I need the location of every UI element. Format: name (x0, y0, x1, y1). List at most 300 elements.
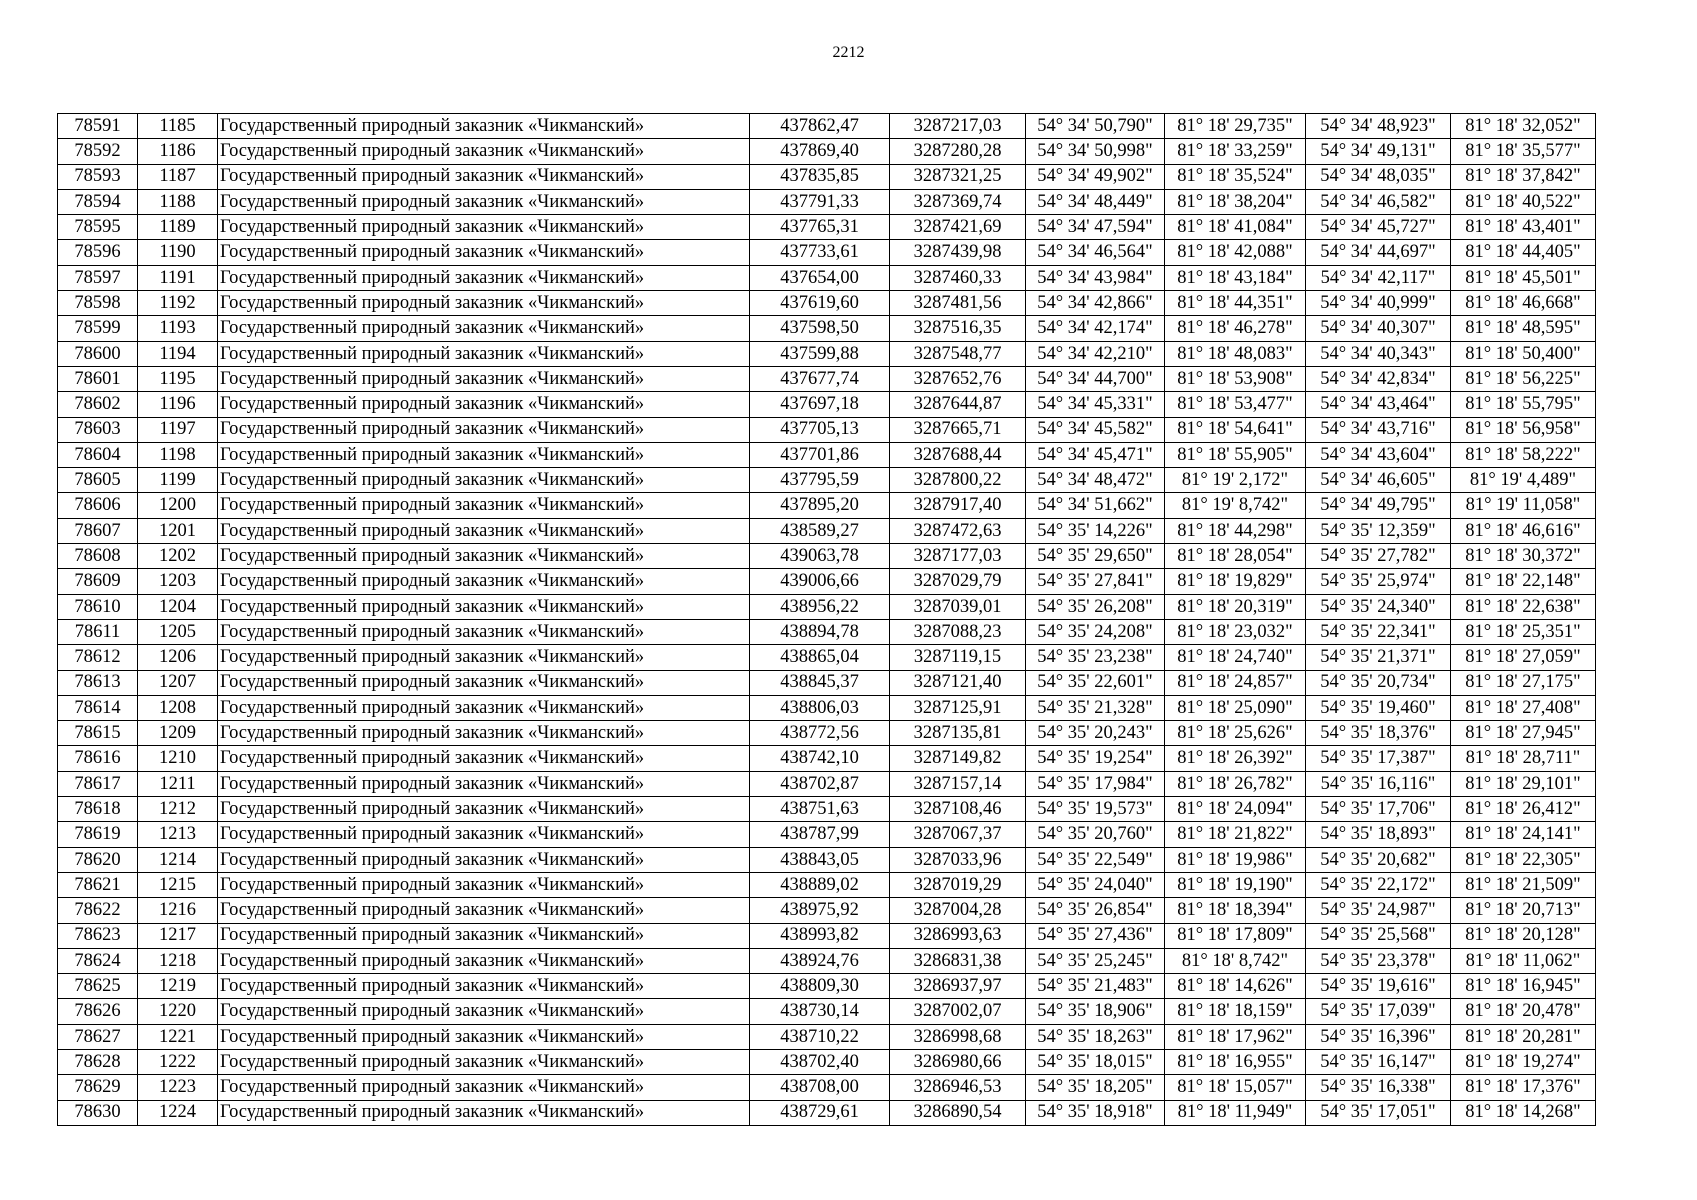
latitude-1-cell: 54° 35' 18,918" (1026, 1100, 1165, 1125)
name-cell: Государственный природный заказник «Чикманский» (218, 189, 750, 214)
latitude-1-cell: 54° 34' 45,331" (1026, 392, 1165, 417)
longitude-2-cell: 81° 19' 11,058" (1451, 493, 1596, 518)
latitude-2-cell: 54° 34' 49,131" (1306, 139, 1451, 164)
table-row (58, 974, 1596, 999)
name-cell: Государственный природный заказник «Чикманский» (218, 746, 750, 771)
name-cell: Государственный природный заказник «Чикманский» (218, 417, 750, 442)
latitude-2-cell: 54° 35' 20,734" (1306, 670, 1451, 695)
table-row (58, 265, 1596, 290)
latitude-1-cell: 54° 35' 20,243" (1026, 721, 1165, 746)
longitude-1-cell: 81° 18' 17,809" (1165, 923, 1306, 948)
longitude-2-cell: 81° 18' 20,281" (1451, 1024, 1596, 1049)
table-row (58, 923, 1596, 948)
point-number-cell: 1222 (138, 1049, 218, 1074)
page-number: 2212 (832, 44, 865, 61)
x-coordinate-cell: 438787,99 (750, 822, 890, 847)
point-number-cell: 1220 (138, 999, 218, 1024)
longitude-1-cell: 81° 18' 11,949" (1165, 1100, 1306, 1125)
table-row (58, 291, 1596, 316)
point-number-cell: 1185 (138, 114, 218, 139)
point-number-cell: 1187 (138, 164, 218, 189)
record-number-cell: 78611 (58, 619, 138, 644)
latitude-1-cell: 54° 35' 18,015" (1026, 1049, 1165, 1074)
latitude-2-cell: 54° 35' 20,682" (1306, 847, 1451, 872)
longitude-1-cell: 81° 18' 18,159" (1165, 999, 1306, 1024)
longitude-1-cell: 81° 19' 2,172" (1165, 468, 1306, 493)
point-number-cell: 1213 (138, 822, 218, 847)
record-number-cell: 78598 (58, 291, 138, 316)
name-cell: Государственный природный заказник «Чикманский» (218, 1100, 750, 1125)
longitude-2-cell: 81° 18' 24,141" (1451, 822, 1596, 847)
longitude-2-cell: 81° 18' 45,501" (1451, 265, 1596, 290)
longitude-1-cell: 81° 18' 14,626" (1165, 974, 1306, 999)
latitude-2-cell: 54° 34' 43,716" (1306, 417, 1451, 442)
longitude-1-cell: 81° 18' 55,905" (1165, 442, 1306, 467)
x-coordinate-cell: 438708,00 (750, 1075, 890, 1100)
x-coordinate-cell: 437791,33 (750, 189, 890, 214)
latitude-1-cell: 54° 35' 20,760" (1026, 822, 1165, 847)
longitude-2-cell: 81° 18' 50,400" (1451, 341, 1596, 366)
latitude-1-cell: 54° 35' 18,205" (1026, 1075, 1165, 1100)
y-coordinate-cell: 3287004,28 (890, 898, 1026, 923)
name-cell: Государственный природный заказник «Чикманский» (218, 240, 750, 265)
name-cell: Государственный природный заказник «Чикманский» (218, 1075, 750, 1100)
latitude-1-cell: 54° 35' 24,040" (1026, 872, 1165, 897)
x-coordinate-cell: 438751,63 (750, 797, 890, 822)
y-coordinate-cell: 3287125,91 (890, 695, 1026, 720)
y-coordinate-cell: 3287644,87 (890, 392, 1026, 417)
name-cell: Государственный природный заказник «Чикманский» (218, 999, 750, 1024)
y-coordinate-cell: 3286890,54 (890, 1100, 1026, 1125)
table-row (58, 1100, 1596, 1125)
y-coordinate-cell: 3286998,68 (890, 1024, 1026, 1049)
longitude-1-cell: 81° 18' 16,955" (1165, 1049, 1306, 1074)
point-number-cell: 1188 (138, 189, 218, 214)
longitude-2-cell: 81° 18' 27,945" (1451, 721, 1596, 746)
table-row (58, 948, 1596, 973)
latitude-1-cell: 54° 34' 48,472" (1026, 468, 1165, 493)
latitude-1-cell: 54° 34' 44,700" (1026, 366, 1165, 391)
record-number-cell: 78604 (58, 442, 138, 467)
longitude-1-cell: 81° 18' 29,735" (1165, 114, 1306, 139)
longitude-2-cell: 81° 18' 27,059" (1451, 645, 1596, 670)
name-cell: Государственный природный заказник «Чикманский» (218, 442, 750, 467)
point-number-cell: 1204 (138, 594, 218, 619)
longitude-1-cell: 81° 18' 54,641" (1165, 417, 1306, 442)
latitude-1-cell: 54° 34' 47,594" (1026, 215, 1165, 240)
latitude-2-cell: 54° 35' 17,051" (1306, 1100, 1451, 1125)
record-number-cell: 78597 (58, 265, 138, 290)
longitude-2-cell: 81° 18' 27,175" (1451, 670, 1596, 695)
longitude-2-cell: 81° 18' 30,372" (1451, 544, 1596, 569)
record-number-cell: 78630 (58, 1100, 138, 1125)
latitude-1-cell: 54° 34' 50,790" (1026, 114, 1165, 139)
name-cell: Государственный природный заказник «Чикманский» (218, 822, 750, 847)
latitude-2-cell: 54° 34' 43,604" (1306, 442, 1451, 467)
y-coordinate-cell: 3287019,29 (890, 872, 1026, 897)
y-coordinate-cell: 3287481,56 (890, 291, 1026, 316)
longitude-1-cell: 81° 18' 26,392" (1165, 746, 1306, 771)
name-cell: Государственный природный заказник «Чикманский» (218, 645, 750, 670)
y-coordinate-cell: 3287149,82 (890, 746, 1026, 771)
latitude-1-cell: 54° 34' 42,174" (1026, 316, 1165, 341)
point-number-cell: 1214 (138, 847, 218, 872)
x-coordinate-cell: 438956,22 (750, 594, 890, 619)
table-row (58, 999, 1596, 1024)
record-number-cell: 78594 (58, 189, 138, 214)
record-number-cell: 78595 (58, 215, 138, 240)
longitude-2-cell: 81° 18' 43,401" (1451, 215, 1596, 240)
name-cell: Государственный природный заказник «Чикманский» (218, 493, 750, 518)
table-row (58, 721, 1596, 746)
y-coordinate-cell: 3286946,53 (890, 1075, 1026, 1100)
point-number-cell: 1215 (138, 872, 218, 897)
longitude-1-cell: 81° 18' 44,351" (1165, 291, 1306, 316)
y-coordinate-cell: 3287029,79 (890, 569, 1026, 594)
point-number-cell: 1218 (138, 948, 218, 973)
longitude-2-cell: 81° 18' 19,274" (1451, 1049, 1596, 1074)
point-number-cell: 1193 (138, 316, 218, 341)
name-cell: Государственный природный заказник «Чикманский» (218, 366, 750, 391)
x-coordinate-cell: 437869,40 (750, 139, 890, 164)
record-number-cell: 78592 (58, 139, 138, 164)
point-number-cell: 1192 (138, 291, 218, 316)
name-cell: Государственный природный заказник «Чикманский» (218, 594, 750, 619)
longitude-2-cell: 81° 18' 22,148" (1451, 569, 1596, 594)
latitude-2-cell: 54° 35' 17,039" (1306, 999, 1451, 1024)
y-coordinate-cell: 3286993,63 (890, 923, 1026, 948)
record-number-cell: 78618 (58, 797, 138, 822)
table-row (58, 341, 1596, 366)
name-cell: Государственный природный заказник «Чикманский» (218, 872, 750, 897)
x-coordinate-cell: 438889,02 (750, 872, 890, 897)
table-row (58, 316, 1596, 341)
record-number-cell: 78603 (58, 417, 138, 442)
x-coordinate-cell: 438806,03 (750, 695, 890, 720)
name-cell: Государственный природный заказник «Чикманский» (218, 468, 750, 493)
latitude-2-cell: 54° 35' 24,340" (1306, 594, 1451, 619)
longitude-2-cell: 81° 18' 44,405" (1451, 240, 1596, 265)
record-number-cell: 78623 (58, 923, 138, 948)
y-coordinate-cell: 3286831,38 (890, 948, 1026, 973)
x-coordinate-cell: 438710,22 (750, 1024, 890, 1049)
x-coordinate-cell: 438924,76 (750, 948, 890, 973)
y-coordinate-cell: 3287665,71 (890, 417, 1026, 442)
table-row (58, 1075, 1596, 1100)
latitude-2-cell: 54° 35' 27,782" (1306, 544, 1451, 569)
longitude-2-cell: 81° 18' 14,268" (1451, 1100, 1596, 1125)
longitude-1-cell: 81° 18' 28,054" (1165, 544, 1306, 569)
x-coordinate-cell: 438975,92 (750, 898, 890, 923)
latitude-2-cell: 54° 34' 48,035" (1306, 164, 1451, 189)
name-cell: Государственный природный заказник «Чикманский» (218, 291, 750, 316)
x-coordinate-cell: 438589,27 (750, 518, 890, 543)
latitude-2-cell: 54° 34' 49,795" (1306, 493, 1451, 518)
record-number-cell: 78629 (58, 1075, 138, 1100)
point-number-cell: 1224 (138, 1100, 218, 1125)
longitude-1-cell: 81° 18' 17,962" (1165, 1024, 1306, 1049)
y-coordinate-cell: 3287917,40 (890, 493, 1026, 518)
longitude-2-cell: 81° 18' 21,509" (1451, 872, 1596, 897)
y-coordinate-cell: 3287321,25 (890, 164, 1026, 189)
point-number-cell: 1205 (138, 619, 218, 644)
latitude-1-cell: 54° 34' 42,866" (1026, 291, 1165, 316)
name-cell: Государственный природный заказник «Чикманский» (218, 923, 750, 948)
name-cell: Государственный природный заказник «Чикманский» (218, 847, 750, 872)
name-cell: Государственный природный заказник «Чикманский» (218, 771, 750, 796)
table-row (58, 670, 1596, 695)
x-coordinate-cell: 437599,88 (750, 341, 890, 366)
longitude-2-cell: 81° 18' 22,638" (1451, 594, 1596, 619)
longitude-1-cell: 81° 18' 24,094" (1165, 797, 1306, 822)
table-row (58, 872, 1596, 897)
x-coordinate-cell: 439006,66 (750, 569, 890, 594)
latitude-1-cell: 54° 34' 45,471" (1026, 442, 1165, 467)
latitude-2-cell: 54° 34' 46,582" (1306, 189, 1451, 214)
longitude-1-cell: 81° 18' 18,394" (1165, 898, 1306, 923)
latitude-2-cell: 54° 35' 18,893" (1306, 822, 1451, 847)
y-coordinate-cell: 3287067,37 (890, 822, 1026, 847)
latitude-1-cell: 54° 35' 18,906" (1026, 999, 1165, 1024)
point-number-cell: 1186 (138, 139, 218, 164)
longitude-1-cell: 81° 18' 35,524" (1165, 164, 1306, 189)
latitude-1-cell: 54° 35' 25,245" (1026, 948, 1165, 973)
name-cell: Государственный природный заказник «Чикманский» (218, 898, 750, 923)
longitude-1-cell: 81° 18' 21,822" (1165, 822, 1306, 847)
record-number-cell: 78591 (58, 114, 138, 139)
y-coordinate-cell: 3287280,28 (890, 139, 1026, 164)
table-row (58, 898, 1596, 923)
latitude-1-cell: 54° 34' 48,449" (1026, 189, 1165, 214)
longitude-2-cell: 81° 18' 28,711" (1451, 746, 1596, 771)
longitude-2-cell: 81° 18' 20,713" (1451, 898, 1596, 923)
x-coordinate-cell: 437619,60 (750, 291, 890, 316)
record-number-cell: 78606 (58, 493, 138, 518)
y-coordinate-cell: 3287548,77 (890, 341, 1026, 366)
longitude-1-cell: 81° 18' 53,908" (1165, 366, 1306, 391)
point-number-cell: 1202 (138, 544, 218, 569)
record-number-cell: 78628 (58, 1049, 138, 1074)
point-number-cell: 1189 (138, 215, 218, 240)
record-number-cell: 78620 (58, 847, 138, 872)
x-coordinate-cell: 438993,82 (750, 923, 890, 948)
latitude-1-cell: 54° 35' 19,573" (1026, 797, 1165, 822)
x-coordinate-cell: 437835,85 (750, 164, 890, 189)
latitude-2-cell: 54° 35' 25,568" (1306, 923, 1451, 948)
longitude-2-cell: 81° 18' 32,052" (1451, 114, 1596, 139)
x-coordinate-cell: 438729,61 (750, 1100, 890, 1125)
longitude-2-cell: 81° 18' 37,842" (1451, 164, 1596, 189)
point-number-cell: 1207 (138, 670, 218, 695)
y-coordinate-cell: 3287688,44 (890, 442, 1026, 467)
name-cell: Государственный природный заказник «Чикманский» (218, 215, 750, 240)
x-coordinate-cell: 439063,78 (750, 544, 890, 569)
x-coordinate-cell: 437697,18 (750, 392, 890, 417)
name-cell: Государственный природный заказник «Чикманский» (218, 695, 750, 720)
latitude-2-cell: 54° 35' 18,376" (1306, 721, 1451, 746)
longitude-1-cell: 81° 18' 23,032" (1165, 619, 1306, 644)
longitude-2-cell: 81° 18' 55,795" (1451, 392, 1596, 417)
latitude-1-cell: 54° 35' 26,854" (1026, 898, 1165, 923)
table-row (58, 392, 1596, 417)
latitude-2-cell: 54° 34' 40,307" (1306, 316, 1451, 341)
latitude-1-cell: 54° 35' 17,984" (1026, 771, 1165, 796)
record-number-cell: 78609 (58, 569, 138, 594)
point-number-cell: 1223 (138, 1075, 218, 1100)
latitude-2-cell: 54° 34' 45,727" (1306, 215, 1451, 240)
record-number-cell: 78615 (58, 721, 138, 746)
record-number-cell: 78614 (58, 695, 138, 720)
record-number-cell: 78602 (58, 392, 138, 417)
longitude-1-cell: 81° 18' 24,857" (1165, 670, 1306, 695)
name-cell: Государственный природный заказник «Чикманский» (218, 114, 750, 139)
latitude-1-cell: 54° 35' 23,238" (1026, 645, 1165, 670)
name-cell: Государственный природный заказник «Чикманский» (218, 797, 750, 822)
latitude-2-cell: 54° 34' 48,923" (1306, 114, 1451, 139)
longitude-1-cell: 81° 18' 53,477" (1165, 392, 1306, 417)
latitude-2-cell: 54° 35' 16,147" (1306, 1049, 1451, 1074)
latitude-1-cell: 54° 35' 27,841" (1026, 569, 1165, 594)
x-coordinate-cell: 437795,59 (750, 468, 890, 493)
latitude-1-cell: 54° 34' 42,210" (1026, 341, 1165, 366)
x-coordinate-cell: 438730,14 (750, 999, 890, 1024)
point-number-cell: 1221 (138, 1024, 218, 1049)
latitude-2-cell: 54° 34' 43,464" (1306, 392, 1451, 417)
record-number-cell: 78593 (58, 164, 138, 189)
name-cell: Государственный природный заказник «Чикманский» (218, 670, 750, 695)
y-coordinate-cell: 3287652,76 (890, 366, 1026, 391)
point-number-cell: 1216 (138, 898, 218, 923)
longitude-2-cell: 81° 18' 48,595" (1451, 316, 1596, 341)
point-number-cell: 1208 (138, 695, 218, 720)
latitude-1-cell: 54° 35' 26,208" (1026, 594, 1165, 619)
longitude-2-cell: 81° 18' 56,958" (1451, 417, 1596, 442)
record-number-cell: 78625 (58, 974, 138, 999)
record-number-cell: 78610 (58, 594, 138, 619)
latitude-2-cell: 54° 34' 44,697" (1306, 240, 1451, 265)
point-number-cell: 1190 (138, 240, 218, 265)
x-coordinate-cell: 437598,50 (750, 316, 890, 341)
point-number-cell: 1209 (138, 721, 218, 746)
point-number-cell: 1198 (138, 442, 218, 467)
point-number-cell: 1201 (138, 518, 218, 543)
longitude-2-cell: 81° 18' 46,668" (1451, 291, 1596, 316)
table-row (58, 797, 1596, 822)
x-coordinate-cell: 438809,30 (750, 974, 890, 999)
table-row (58, 695, 1596, 720)
coordinates-table-body (58, 114, 1596, 1126)
longitude-2-cell: 81° 18' 29,101" (1451, 771, 1596, 796)
table-row (58, 544, 1596, 569)
x-coordinate-cell: 438772,56 (750, 721, 890, 746)
longitude-1-cell: 81° 18' 19,190" (1165, 872, 1306, 897)
longitude-2-cell: 81° 18' 22,305" (1451, 847, 1596, 872)
table-row (58, 771, 1596, 796)
latitude-1-cell: 54° 35' 21,328" (1026, 695, 1165, 720)
y-coordinate-cell: 3287460,33 (890, 265, 1026, 290)
y-coordinate-cell: 3286980,66 (890, 1049, 1026, 1074)
name-cell: Государственный природный заказник «Чикманский» (218, 544, 750, 569)
y-coordinate-cell: 3287217,03 (890, 114, 1026, 139)
table-row (58, 442, 1596, 467)
latitude-1-cell: 54° 35' 27,436" (1026, 923, 1165, 948)
longitude-1-cell: 81° 18' 46,278" (1165, 316, 1306, 341)
table-row (58, 619, 1596, 644)
name-cell: Государственный природный заказник «Чикманский» (218, 974, 750, 999)
point-number-cell: 1196 (138, 392, 218, 417)
table-row (58, 569, 1596, 594)
latitude-2-cell: 54° 35' 16,396" (1306, 1024, 1451, 1049)
y-coordinate-cell: 3287516,35 (890, 316, 1026, 341)
longitude-1-cell: 81° 18' 25,090" (1165, 695, 1306, 720)
latitude-1-cell: 54° 35' 18,263" (1026, 1024, 1165, 1049)
latitude-2-cell: 54° 35' 21,371" (1306, 645, 1451, 670)
longitude-1-cell: 81° 18' 33,259" (1165, 139, 1306, 164)
point-number-cell: 1195 (138, 366, 218, 391)
point-number-cell: 1211 (138, 771, 218, 796)
point-number-cell: 1197 (138, 417, 218, 442)
longitude-1-cell: 81° 18' 44,298" (1165, 518, 1306, 543)
longitude-1-cell: 81° 18' 15,057" (1165, 1075, 1306, 1100)
record-number-cell: 78622 (58, 898, 138, 923)
x-coordinate-cell: 437701,86 (750, 442, 890, 467)
latitude-2-cell: 54° 35' 17,706" (1306, 797, 1451, 822)
y-coordinate-cell: 3287157,14 (890, 771, 1026, 796)
latitude-1-cell: 54° 35' 22,549" (1026, 847, 1165, 872)
longitude-1-cell: 81° 18' 19,986" (1165, 847, 1306, 872)
longitude-1-cell: 81° 18' 20,319" (1165, 594, 1306, 619)
record-number-cell: 78600 (58, 341, 138, 366)
y-coordinate-cell: 3287472,63 (890, 518, 1026, 543)
longitude-1-cell: 81° 18' 42,088" (1165, 240, 1306, 265)
point-number-cell: 1199 (138, 468, 218, 493)
name-cell: Государственный природный заказник «Чикманский» (218, 569, 750, 594)
record-number-cell: 78612 (58, 645, 138, 670)
latitude-2-cell: 54° 35' 24,987" (1306, 898, 1451, 923)
y-coordinate-cell: 3286937,97 (890, 974, 1026, 999)
longitude-2-cell: 81° 18' 25,351" (1451, 619, 1596, 644)
table-row (58, 164, 1596, 189)
latitude-1-cell: 54° 35' 14,226" (1026, 518, 1165, 543)
longitude-2-cell: 81° 18' 46,616" (1451, 518, 1596, 543)
name-cell: Государственный природный заказник «Чикманский» (218, 619, 750, 644)
point-number-cell: 1191 (138, 265, 218, 290)
longitude-2-cell: 81° 18' 11,062" (1451, 948, 1596, 973)
table-row (58, 189, 1596, 214)
record-number-cell: 78608 (58, 544, 138, 569)
record-number-cell: 78619 (58, 822, 138, 847)
latitude-1-cell: 54° 35' 21,483" (1026, 974, 1165, 999)
record-number-cell: 78616 (58, 746, 138, 771)
latitude-2-cell: 54° 35' 22,172" (1306, 872, 1451, 897)
longitude-2-cell: 81° 19' 4,489" (1451, 468, 1596, 493)
latitude-2-cell: 54° 34' 40,343" (1306, 341, 1451, 366)
longitude-1-cell: 81° 18' 38,204" (1165, 189, 1306, 214)
point-number-cell: 1210 (138, 746, 218, 771)
latitude-1-cell: 54° 34' 43,984" (1026, 265, 1165, 290)
latitude-1-cell: 54° 34' 50,998" (1026, 139, 1165, 164)
table-row (58, 417, 1596, 442)
latitude-1-cell: 54° 34' 51,662" (1026, 493, 1165, 518)
record-number-cell: 78605 (58, 468, 138, 493)
latitude-1-cell: 54° 35' 19,254" (1026, 746, 1165, 771)
table-row (58, 1024, 1596, 1049)
point-number-cell: 1219 (138, 974, 218, 999)
latitude-1-cell: 54° 35' 24,208" (1026, 619, 1165, 644)
x-coordinate-cell: 437895,20 (750, 493, 890, 518)
x-coordinate-cell: 437862,47 (750, 114, 890, 139)
latitude-2-cell: 54° 35' 17,387" (1306, 746, 1451, 771)
